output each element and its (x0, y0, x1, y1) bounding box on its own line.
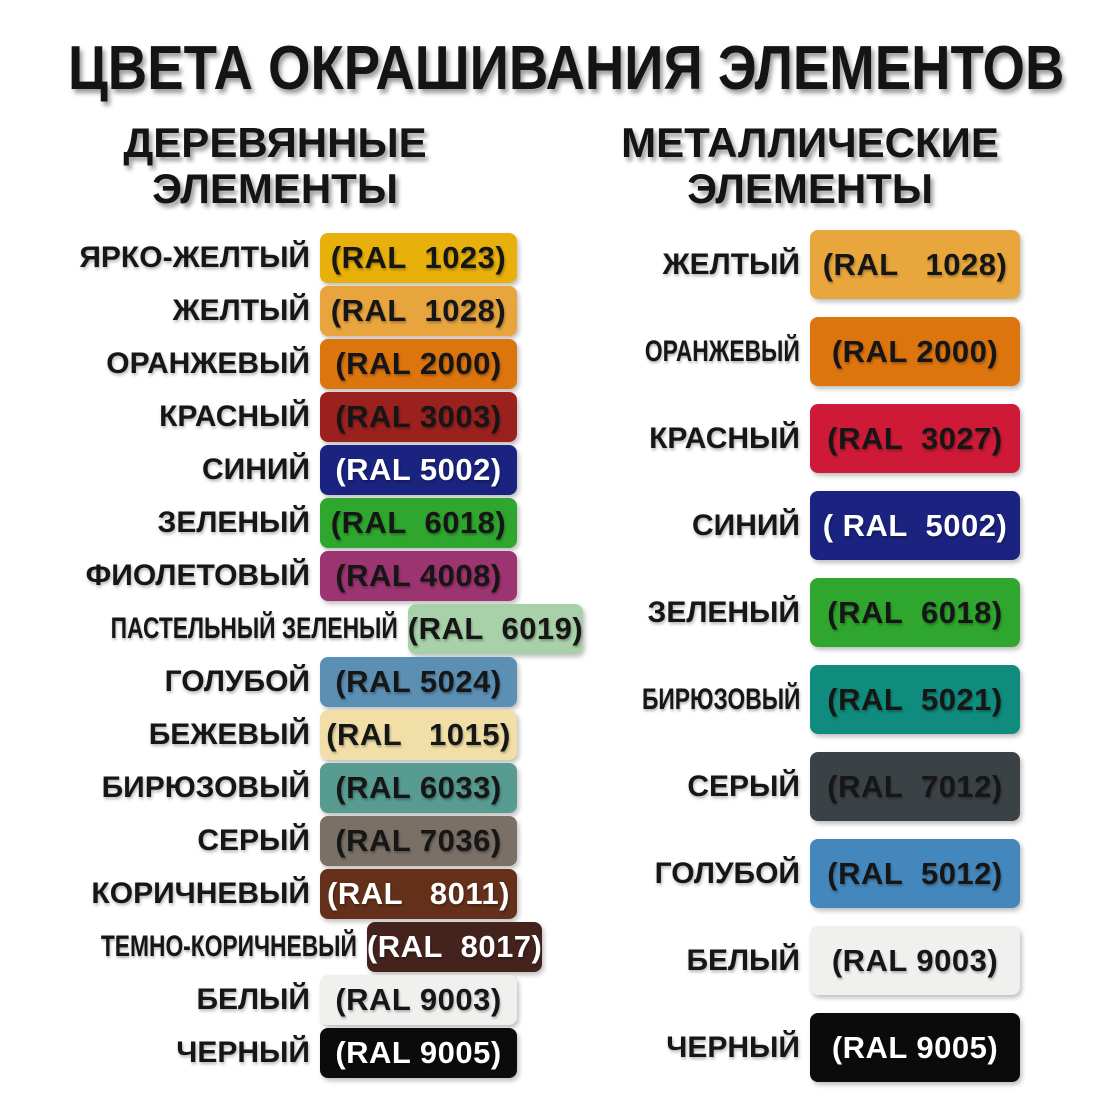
color-swatch (810, 578, 1020, 647)
color-name-text: ГОЛУБОЙ (164, 665, 310, 698)
ral-code: (RAL 8017) (366, 929, 543, 964)
ral-code: (RAL 4008) (335, 558, 502, 593)
color-row (20, 816, 517, 866)
wooden-elements-header (25, 120, 525, 212)
color-name-label (20, 294, 320, 328)
ral-code: (RAL 3003) (335, 399, 502, 434)
color-name-text: ЖЕЛТЫЙ (662, 247, 800, 281)
color-name-text: КРАСНЫЙ (159, 400, 310, 433)
page-title-text: ЦВЕТА ОКРАШИВАНИЯ ЭЛЕМЕНТОВ (67, 34, 1065, 103)
color-name-text: ПАСТЕЛЬНЫЙ ЗЕЛЕНЫЙ (110, 612, 398, 645)
color-name-label (20, 665, 320, 699)
color-swatch (320, 392, 517, 442)
color-swatch (810, 404, 1020, 473)
color-row (20, 286, 517, 336)
color-name-text: СИНИЙ (691, 508, 800, 542)
color-name-label (20, 559, 320, 593)
ral-code: (RAL 2000) (335, 346, 502, 381)
ral-code: (RAL 3027) (827, 420, 1003, 456)
color-swatch (320, 975, 517, 1025)
color-swatch (810, 839, 1020, 908)
color-swatch (810, 230, 1020, 299)
color-row (560, 404, 1020, 473)
ral-code: (RAL 2000) (831, 333, 999, 369)
color-name-text: ОРАНЖЕВЫЙ (106, 347, 310, 380)
color-name-label (560, 509, 810, 543)
color-name-text: СИНИЙ (201, 453, 310, 486)
color-row (20, 975, 517, 1025)
color-swatch (408, 604, 584, 654)
color-row (20, 498, 517, 548)
ral-code: (RAL 7012) (827, 768, 1003, 804)
color-name-text: ЧЕРНЫЙ (176, 1036, 310, 1069)
color-name-text: ОРАНЖЕВЫЙ (645, 334, 800, 368)
ral-code: (RAL 9003) (831, 942, 999, 978)
color-row (20, 604, 584, 654)
color-row (560, 1013, 1020, 1082)
color-swatch (367, 922, 543, 972)
color-name-label (20, 506, 320, 540)
color-name-text: БИРЮЗОВЫЙ (101, 771, 310, 804)
color-name-text: ЗЕЛЕНЫЙ (647, 595, 800, 629)
color-name-label (20, 930, 367, 964)
color-swatch (810, 317, 1020, 386)
color-row (560, 665, 1020, 734)
color-name-label (20, 771, 320, 805)
ral-code: (RAL 6019) (407, 611, 584, 646)
ral-code: (RAL 6018) (330, 505, 507, 540)
color-name-label (20, 824, 320, 858)
color-name-label (560, 770, 810, 804)
ral-code: (RAL 8011) (327, 876, 510, 911)
color-swatch (810, 491, 1020, 560)
color-row (20, 339, 517, 389)
color-row (560, 317, 1020, 386)
ral-code: (RAL 1028) (822, 246, 1008, 282)
color-name-label (20, 983, 320, 1017)
color-row (560, 230, 1020, 299)
wooden-color-list (20, 233, 584, 1081)
color-swatch (320, 869, 517, 919)
color-name-text: БЕЖЕВЫЙ (148, 718, 310, 751)
color-row (20, 710, 517, 760)
color-swatch (320, 339, 517, 389)
page-title (0, 34, 1105, 103)
color-name-text: КРАСНЫЙ (649, 421, 800, 455)
color-row (20, 657, 517, 707)
color-name-text: ЖЕЛТЫЙ (172, 294, 310, 327)
color-name-label (560, 683, 810, 717)
ral-code: (RAL 1015) (326, 717, 511, 752)
ral-code: (RAL 6033) (335, 770, 502, 805)
color-row (20, 922, 543, 972)
color-swatch (320, 498, 517, 548)
color-name-text: СЕРЫЙ (687, 769, 800, 803)
color-name-label (20, 718, 320, 752)
color-row (560, 752, 1020, 821)
color-name-label (20, 241, 320, 275)
color-row (560, 839, 1020, 908)
color-name-text: ГОЛУБОЙ (654, 856, 800, 890)
color-name-label (560, 248, 810, 282)
ral-code: (RAL 5024) (335, 664, 502, 699)
color-name-text: БЕЛЫЙ (196, 983, 310, 1016)
color-name-text: ЧЕРНЫЙ (666, 1030, 800, 1064)
color-swatch (320, 816, 517, 866)
color-name-text: КОРИЧНЕВЫЙ (91, 877, 310, 910)
color-swatch (320, 445, 517, 495)
color-name-label (560, 422, 810, 456)
color-swatch (810, 1013, 1020, 1082)
color-name-label (560, 1031, 810, 1065)
color-name-text: БИРЮЗОВЫЙ (641, 682, 800, 716)
ral-code: (RAL 6018) (827, 594, 1003, 630)
color-name-label (560, 335, 810, 369)
color-name-label (560, 944, 810, 978)
color-row (560, 491, 1020, 560)
color-name-text: СЕРЫЙ (197, 824, 310, 857)
color-row (20, 869, 517, 919)
ral-code: ( RAL 5002) (822, 507, 1008, 543)
color-row (560, 578, 1020, 647)
color-name-text: ТЕМНО-КОРИЧНЕВЫЙ (100, 930, 357, 963)
wooden-header-line1: ДЕРЕВЯННЫЕ (123, 119, 427, 166)
color-row (20, 233, 517, 283)
metal-header-line1: МЕТАЛЛИЧЕСКИЕ (621, 119, 999, 166)
wooden-header-line2: ЭЛЕМЕНТЫ (152, 165, 398, 212)
color-name-label (20, 612, 408, 646)
color-row (20, 445, 517, 495)
color-name-label (560, 857, 810, 891)
color-swatch (810, 752, 1020, 821)
color-name-text: ЯРКО-ЖЕЛТЫЙ (79, 241, 310, 274)
color-name-label (20, 877, 320, 911)
ral-code: (RAL 1023) (330, 240, 507, 275)
color-row (20, 551, 517, 601)
color-name-text: ЗЕЛЕНЫЙ (157, 506, 310, 539)
ral-code: (RAL 5012) (827, 855, 1003, 891)
color-name-label (20, 1036, 320, 1070)
color-row (20, 1028, 517, 1078)
metal-elements-header (560, 120, 1060, 212)
color-name-label (20, 400, 320, 434)
color-row (560, 926, 1020, 995)
color-swatch (320, 710, 517, 760)
ral-code: (RAL 9005) (831, 1029, 999, 1065)
ral-code: (RAL 7036) (335, 823, 502, 858)
color-swatch (810, 926, 1020, 995)
color-swatch (320, 1028, 517, 1078)
ral-code: (RAL 1028) (330, 293, 507, 328)
color-name-text: ФИОЛЕТОВЫЙ (85, 559, 310, 592)
ral-code: (RAL 5021) (827, 681, 1003, 717)
color-name-label (20, 453, 320, 487)
metal-header-line2: ЭЛЕМЕНТЫ (687, 165, 933, 212)
ral-code: (RAL 9003) (335, 982, 502, 1017)
color-name-label (20, 347, 320, 381)
ral-code: (RAL 5002) (335, 452, 502, 487)
color-name-text: БЕЛЫЙ (686, 943, 800, 977)
color-swatch (320, 763, 517, 813)
color-swatch (810, 665, 1020, 734)
ral-code: (RAL 9005) (335, 1035, 502, 1070)
color-swatch (320, 233, 517, 283)
metal-color-list (560, 230, 1020, 1100)
color-swatch (320, 551, 517, 601)
color-swatch (320, 286, 517, 336)
color-swatch (320, 657, 517, 707)
color-row (20, 763, 517, 813)
color-name-label (560, 596, 810, 630)
color-row (20, 392, 517, 442)
